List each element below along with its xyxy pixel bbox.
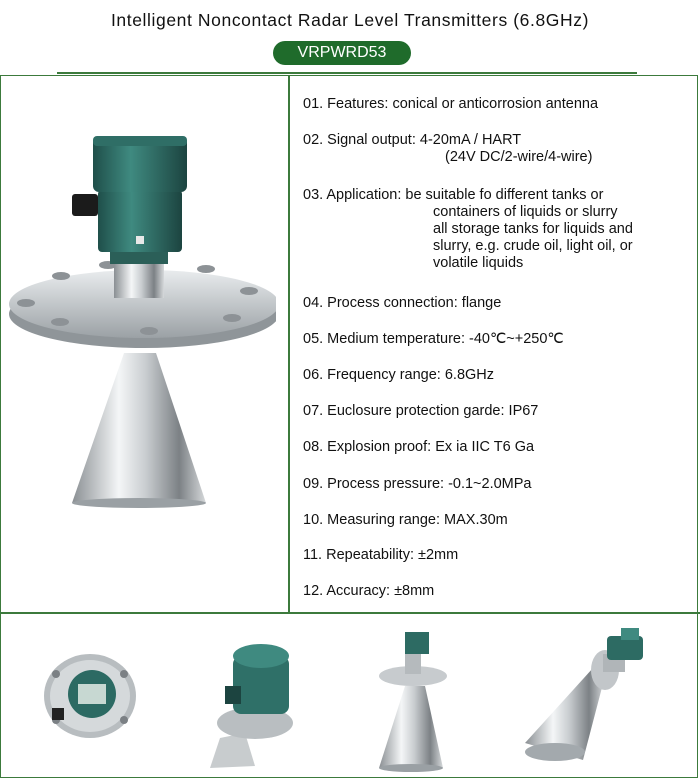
spec-item: 12. Accuracy: ±8mm [303, 583, 435, 599]
spec-item: 01. Features: conical or anticorrosion antenna [303, 96, 599, 112]
spec-item: 10. Measuring range: MAX.30m [303, 512, 508, 528]
column-divider [288, 75, 290, 612]
product-thumbnail-angle-view [195, 628, 345, 773]
spec-item: 05. Medium temperature: -40℃~+250℃ [303, 331, 564, 347]
spec-item: 04. Process connection: flange [303, 295, 502, 311]
gallery-divider [0, 612, 700, 614]
product-thumbnail-side-view [525, 628, 675, 773]
product-main-image [6, 128, 276, 518]
spec-item: 07. Euclosure protection garde: IP67 [303, 403, 539, 419]
product-thumbnail-top-view [22, 628, 172, 773]
spec-item: 03. Application: be suitable fo different tanks or containers of liquids or slurry all storage tanks for liquids and slurry, e.g. crude oil, light oil, or volatile liquids [303, 187, 633, 271]
spec-item: 11. Repeatability: ±2mm [303, 547, 459, 563]
page-title: Intelligent Noncontact Radar Level Transmitters (6.8GHz) [110, 10, 590, 30]
product-thumbnail-horn-view [365, 628, 515, 773]
spec-item: 02. Signal output: 4-20mA / HART (24V DC/2-wire/4-wire) [303, 132, 593, 165]
model-badge: VRPWRD53 [273, 41, 411, 65]
spec-item: 08. Explosion proof: Ex ia IIC T6 Ga [303, 439, 535, 455]
spec-item: 06. Frequency range: 6.8GHz [303, 367, 495, 383]
spec-item: 09. Process pressure: -0.1~2.0MPa [303, 476, 532, 492]
title-rule [57, 72, 637, 74]
